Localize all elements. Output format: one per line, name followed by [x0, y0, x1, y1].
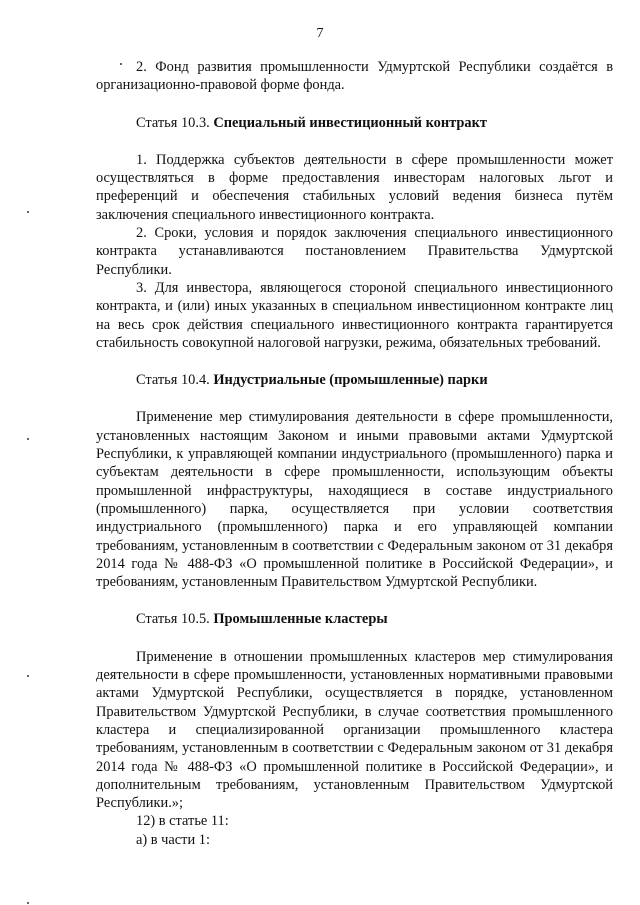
article-number: Статья 10.5.: [136, 611, 214, 628]
paragraph: 3. Для инвестора, являющегося стороной специального инвестиционного контракта, и (или) иных указанных в специальном инвестиционном контракте лиц на весь срок действия специального инвестиционного контракта гарантируется стабильность совокупной налоговой нагрузки, режима, обязательных требований.: [96, 279, 613, 351]
paragraph: 2. Сроки, условия и порядок заключения специального инвестиционного контракта устанавливаются постановлением Правительства Удмуртской Республики.: [96, 225, 613, 278]
scan-speck: [27, 902, 29, 904]
article-heading: [96, 371, 613, 389]
article-heading: [96, 610, 613, 628]
paragraph: Применение мер стимулирования деятельности в сфере промышленности, установленных настоящим Законом и иными правовыми актами Удмуртской Республики, к управляющей компании индустриального (промышленного) парка и субъектам деятельности в сфере промышленности, использующим объекты промышленной инфраструктуры, находящиеся в составе индустриального (промышленного) парка, осуществляется при условии соответствия индустриального (промышленного) парка и его управляющей компании требованиям, установленным в соответствии с Федеральным законом от 31 декабря 2014 года № 488-ФЗ «О промышленной политике в Российской Федерации», и требованиям, установленным Правительством Удмуртской Республики.: [96, 409, 613, 591]
article-number: Статья 10.3.: [136, 114, 214, 131]
article-heading: [96, 114, 613, 132]
paragraph: 2. Фонд развития промышленности Удмуртской Республики создаётся в организационно-правовой форме фонда.: [96, 59, 613, 94]
scan-speck: [120, 63, 122, 65]
article-title: Индустриальные (промышленные) парки: [213, 372, 488, 389]
article-title: Промышленные кластеры: [213, 611, 388, 628]
article-number: Статья 10.4.: [136, 372, 214, 389]
scan-speck: [27, 438, 29, 440]
paragraph: Применение в отношении промышленных кластеров мер стимулирования деятельности в сфере промышленности, установленных нормативными правовыми актами Удмуртской Республики, осуществляется в порядке, установленном Правительством Удмуртской Республики, в случае соответствия промышленного кластера и специализированной организации промышленного кластера требованиям, установленным в соответствии с Федеральным законом от 31 декабря 2014 года № 488-ФЗ «О промышленной политике в Российской Федерации», и дополнительным требованиям, установленным Правительством Удмуртской Республики.»;: [96, 648, 613, 812]
list-item: 12) в статье 11:: [136, 813, 229, 830]
list-item: а) в части 1:: [136, 831, 210, 848]
article-title: Специальный инвестиционный контракт: [213, 114, 487, 131]
paragraph: 1. Поддержка субъектов деятельности в сфере промышленности может осуществляться в форме предоставления инвесторам налоговых льгот и преференций и обеспечения стабильных условий ведения бизнеса путём заключения специального инвестиционного контракта.: [96, 151, 613, 223]
scan-speck: [27, 211, 29, 213]
document-body: [96, 58, 613, 849]
page-number: 7: [316, 26, 324, 41]
scan-speck: [27, 675, 29, 677]
